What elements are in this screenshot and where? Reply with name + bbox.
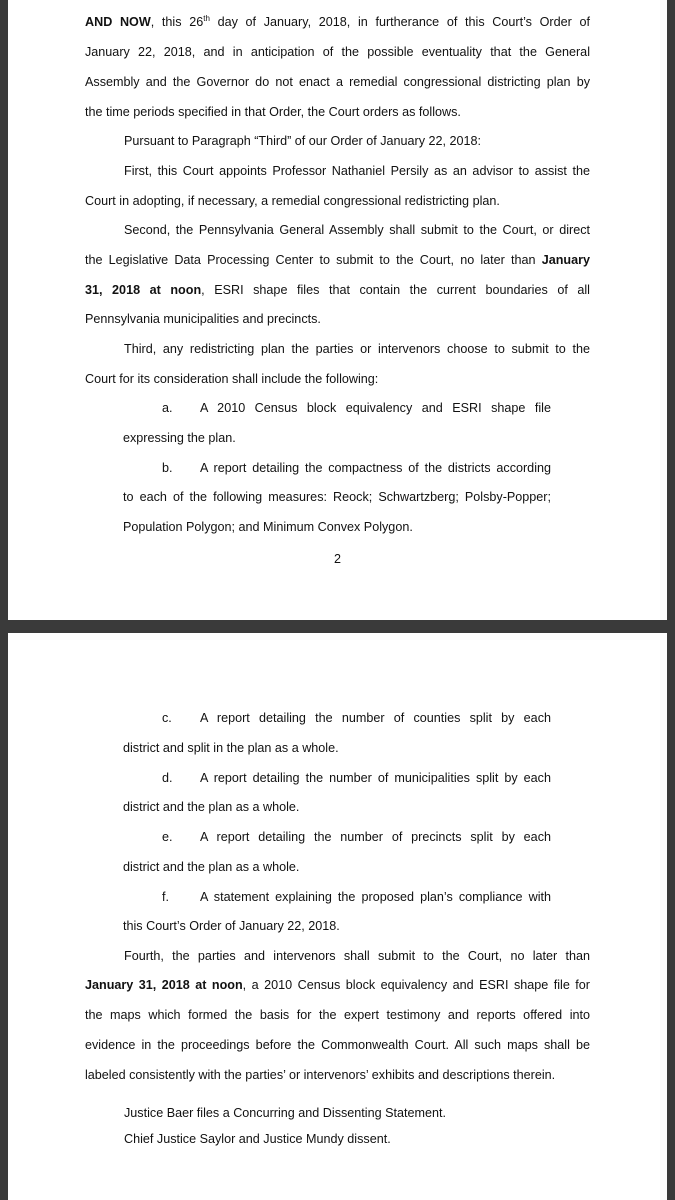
page-number: 2 bbox=[333, 552, 341, 566]
dissent-note: Chief Justice Saylor and Justice Mundy dissent. bbox=[124, 1132, 391, 1146]
item-b-line-2: to each of the following measures: Reock; Schwartzberg; Polsby-Popper; bbox=[123, 490, 551, 504]
item-a-line-1: a. A 2010 Census block equivalency and ESRI shape file bbox=[162, 401, 551, 415]
fourth-paragraph-line-5: labeled consistently with the parties’ or intervenors’ exhibits and descriptions therein. bbox=[85, 1068, 556, 1082]
fourth-paragraph-line-1: Fourth, the parties and intervenors shall submit to the Court, no later than bbox=[124, 949, 590, 963]
concurring-dissenting-note: Justice Baer files a Concurring and Dissenting Statement. bbox=[124, 1106, 447, 1120]
item-d-line-1: d. A report detailing the number of municipalities split by each bbox=[162, 771, 551, 785]
item-e-line-2: district and the plan as a whole. bbox=[123, 860, 300, 874]
item-a-line-2: expressing the plan. bbox=[123, 431, 236, 445]
order-intro-line-2: January 22, 2018, and in anticipation of the possible eventuality that the General bbox=[85, 45, 590, 59]
first-paragraph-line-2: Court in adopting, if necessary, a remedial congressional redistricting plan. bbox=[85, 194, 500, 208]
fourth-paragraph-line-4: evidence in the proceedings before the Commonwealth Court. All such maps shall be bbox=[85, 1038, 590, 1052]
item-b-line-3: Population Polygon; and Minimum Convex Polygon. bbox=[123, 520, 413, 534]
fourth-paragraph-line-2: January 31, 2018 at noon, a 2010 Census block equivalency and ESRI shape file for bbox=[85, 978, 590, 992]
pursuant-paragraph: Pursuant to Paragraph “Third” of our Order of January 22, 2018: bbox=[124, 134, 482, 148]
order-intro-line-3: Assembly and the Governor do not enact a remedial congressional districting plan by bbox=[85, 75, 590, 89]
item-e-line-1: e. A report detailing the number of precincts split by each bbox=[162, 830, 551, 844]
first-paragraph-line-1: First, this Court appoints Professor Nathaniel Persily as an advisor to assist the bbox=[124, 164, 590, 178]
third-paragraph-line-1: Third, any redistricting plan the parties or intervenors choose to submit to the bbox=[124, 342, 590, 356]
second-paragraph-line-1: Second, the Pennsylvania General Assembly shall submit to the Court, or direct bbox=[124, 223, 590, 237]
item-d-line-2: district and the plan as a whole. bbox=[123, 800, 300, 814]
order-intro-line-1: AND NOW, this 26th day of January, 2018, in furtherance of this Court’s Order of bbox=[85, 14, 591, 29]
item-c-line-1: c. A report detailing the number of counties split by each bbox=[162, 711, 551, 725]
item-c-line-2: district and split in the plan as a whole. bbox=[123, 741, 339, 755]
second-paragraph-line-3: 31, 2018 at noon, ESRI shape files that contain the current boundaries of all bbox=[85, 283, 590, 297]
fourth-paragraph-line-3: the maps which formed the basis for the expert testimony and reports offered into bbox=[85, 1008, 590, 1022]
item-b-line-1: b. A report detailing the compactness of the districts according bbox=[162, 461, 551, 475]
third-paragraph-line-2: Court for its consideration shall include the following: bbox=[85, 372, 379, 386]
second-paragraph-line-2: the Legislative Data Processing Center to submit to the Court, no later than January bbox=[85, 253, 590, 267]
item-f-line-1: f. A statement explaining the proposed plan’s compliance with bbox=[162, 890, 551, 904]
document-page-3 bbox=[8, 633, 667, 1200]
document-page-2 bbox=[8, 0, 667, 620]
second-paragraph-line-4: Pennsylvania municipalities and precincts. bbox=[85, 312, 321, 326]
item-f-line-2: this Court’s Order of January 22, 2018. bbox=[123, 919, 340, 933]
order-intro-line-4: the time periods specified in that Order, the Court orders as follows. bbox=[85, 105, 461, 119]
